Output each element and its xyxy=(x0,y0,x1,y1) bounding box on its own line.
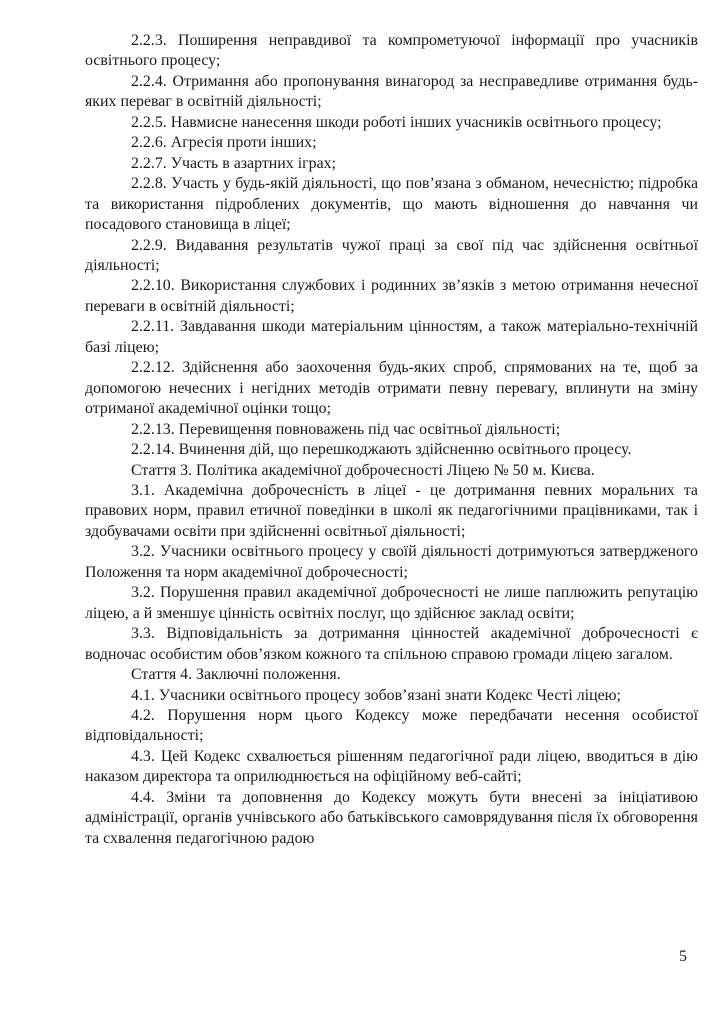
clause-2-2-13: 2.2.13. Перевищення повноважень під час освітньої діяльності; xyxy=(131,420,561,438)
clause-3-2-b: 3.2. Порушення правил академічної доброчесності не лише паплюжить репутацію ліцею, а й зменшує цінність освітніх послуг, що здійснює заклад освіти; xyxy=(85,584,698,622)
article-4-heading: Стаття 4. Заключні положення. xyxy=(131,666,341,684)
document-page xyxy=(85,31,698,849)
clause-2-2-3: 2.2.3. Поширення неправдивої та компрометуючої інформації про учасників освітнього процесу; xyxy=(85,32,698,70)
clause-3-3: 3.3. Відповідальність за дотримання цінностей академічної доброчесності є водночас особистим обов’язком кожного та спільною справою громади ліцею загалом. xyxy=(85,625,698,663)
article-3-heading: Стаття 3. Політика академічної доброчесності Ліцею № 50 м. Києва. xyxy=(131,461,595,479)
clause-2-2-6: 2.2.6. Агресія проти інших; xyxy=(131,134,317,152)
clause-2-2-12: 2.2.12. Здійснення або заохочення будь-яких спроб, спрямованих на те, щоб за допомогою нечесних і негідних методів отримати певну перевагу, вплинути на зміну отриманої академічної оцінки тощо; xyxy=(85,359,698,418)
clause-2-2-7: 2.2.7. Участь в азартних іграх; xyxy=(131,154,336,172)
clause-2-2-11: 2.2.11. Завдавання шкоди матеріальним цінностям, а також матеріально-технічній базі ліцею; xyxy=(85,318,698,356)
page-number: 5 xyxy=(679,948,687,965)
clause-4-3: 4.3. Цей Кодекс схвалюється рішенням педагогічної ради ліцею, вводиться в дію наказом директора та оприлюднюється на офіційному веб-сайті; xyxy=(85,747,698,786)
clause-2-2-4: 2.2.4. Отримання або пропонування винагород за несправедливе отримання будь-яких переваг в освітній діяльності; xyxy=(85,72,698,111)
clause-3-1: 3.1. Академічна доброчесність в ліцеї - це дотримання певних моральних та правових норм, правил етичної поведінки в школі як педагогічними працівниками, так і здобувачами освіти при здійсненні освітньої діяльності; xyxy=(85,481,698,540)
clause-2-2-14: 2.2.14. Вчинення дій, що перешкоджають здійсненню освітнього процесу. xyxy=(131,441,632,459)
clause-2-2-5: 2.2.5. Навмисне нанесення шкоди роботі інших учасників освітнього процесу; xyxy=(131,113,662,131)
clause-3-2-a: 3.2. Учасники освітнього процесу у своїй діяльності дотримуються затвердженого Положення та норм академічної доброчесності; xyxy=(85,543,698,581)
clause-2-2-9: 2.2.9. Видавання результатів чужої праці за свої під час здійснення освітньої діяльності; xyxy=(85,236,698,274)
clause-4-1: 4.1. Учасники освітнього процесу зобов’язані знати Кодекс Честі ліцею; xyxy=(131,686,621,704)
clause-2-2-10: 2.2.10. Використання службових і родинних зв’язків з метою отримання нечесної переваги в освітній діяльності; xyxy=(85,277,698,315)
clause-4-4: 4.4. Зміни та доповнення до Кодексу можуть бути внесені за ініціативою адміністрації, органів учнівського або батьківського самоврядування після їх обговорення та схвалення педагогічною радою xyxy=(85,788,698,847)
clause-4-2: 4.2. Порушення норм цього Кодексу може передбачати несення особистої відповідальності; xyxy=(85,706,698,745)
clause-2-2-8: 2.2.8. Участь у будь-якій діяльності, що пов’язана з обманом, нечесністю; підробка та використання підроблених документів, що мають відношення до навчання чи посадового становища в ліцеї; xyxy=(85,175,698,234)
